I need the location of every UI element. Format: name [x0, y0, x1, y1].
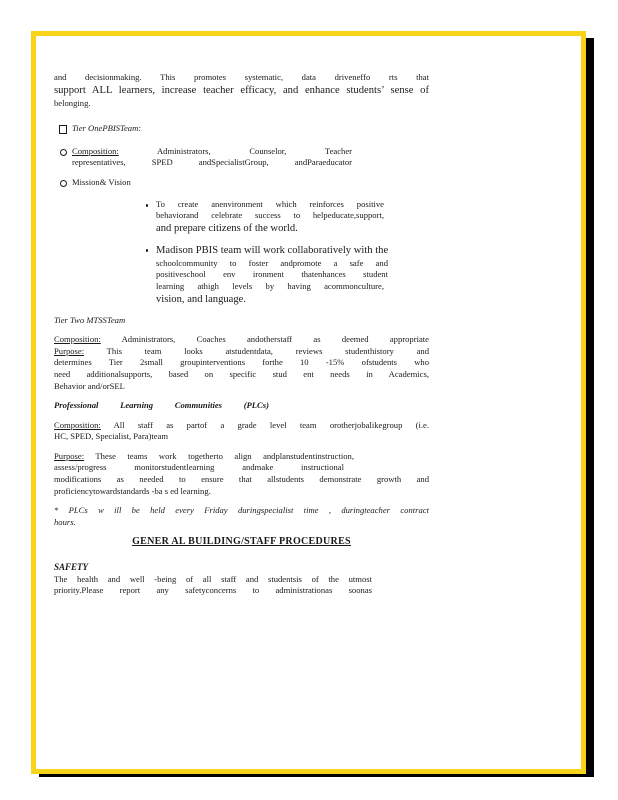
tier-one-heading: Tier OnePBISTeam: [72, 123, 142, 134]
safety-heading: SAFETY [54, 562, 89, 573]
dot-bullet-icon [138, 244, 156, 256]
plc-composition-label: Composition: [54, 419, 101, 430]
mission-bullet-1: To create anenvironment which reinforces positive behaviorand celebrate success to helpeducate,support, and prepare citizens of the world. [138, 199, 429, 236]
plc-note: * PLCs w ill be held every Friday duringspecialist time , duringteacher contract [54, 505, 429, 516]
tier-one-heading-row [54, 123, 429, 138]
intro-line-2: support ALL learners, increase teacher efficacy, and enhance students’ sense of [54, 84, 429, 96]
tier-one-mission [54, 177, 429, 191]
tier-two-composition-label: Composition: [54, 334, 101, 345]
tier-two-purpose-label: Purpose: [54, 345, 85, 356]
dot-bullet-icon [138, 199, 156, 211]
document-page [31, 31, 586, 774]
plc-purpose-label: Purpose: [54, 450, 85, 461]
safety-line-2: priority.Please report any safetyconcerns to administrationas soonas [54, 585, 372, 596]
circle-bullet-icon [54, 146, 72, 160]
mission-label: Mission& Vision [72, 176, 131, 187]
square-bullet-icon [54, 123, 72, 138]
intro-line-3: belonging. [54, 97, 91, 108]
plc-heading: Professional Learning Communities (PLCs) [54, 400, 269, 411]
composition-label: Composition: [72, 145, 119, 156]
circle-bullet-icon [54, 177, 72, 191]
mission-bullet-2: Madison PBIS team will work collaboratively with the schoolcommunity to foster andpromote a safe and positiveschool env ironment thatenhances student learning athigh levels by having acommonculture, vision, and language. [138, 244, 429, 307]
tier-one-composition [54, 146, 429, 169]
composition-text: Administrators, Counselor, Teacher [118, 145, 352, 156]
tier-two-heading: Tier Two MTSSTeam [54, 314, 126, 325]
intro-line-1: and decisionmaking. This promotes systematic, data driveneffo rts that [54, 72, 429, 82]
composition-text-2: representatives, SPED andSpecialistGroup, andParaeducator [72, 157, 352, 168]
procedures-title: GENER AL BUILDING/STAFF PROCEDURES [132, 536, 351, 548]
tier-two-composition-text: Administrators, Coaches andotherstaff as deemed appropriate [100, 334, 429, 345]
document-body: and decisionmaking. This promotes systematic, data driveneffo rts that support ALL learners, increase teacher efficacy, and enhance students’ sense of belonging. Tier OnePBISTeam: Composition: Administrators, Counselor, Teacher representatives, SPED andSpecialistGroup, andParaeducator Mission& Vision To create anenvironment which reinforces positive behaviorand celebrate success to helpeducate,support, and prepare citizens of the world. Madison PBIS team will work collaboratively with the schoolcommunity to foster andpromote a safe and positiveschool env ironment thatenhances student learning athigh levels by having acommonculture, vision, and language. Tier Two MTSSTeam Composition: Administrators, Coaches andotherstaff as deemed appropriate Purpose: This team looks atstudentdata, reviews studenthistory and determines Tier 2small groupinterventions forthe 10 -15% ofstudents who need additionalsupports, based on specific stud ent needs in Academics, Behavior and/orSEL Professional Learning Communities (PLCs) Composition: All staff as partof a grade level team orotherjobalikegroup (i.e. HC, SPED, Specialist, Para)team Purpose: These teams work togetherto align andplanstudentinstruction, assess/progress monitorstudentlearning andmake instructional modifications as needed to ensure that allstudents demonstrate growth and proficiencytowardstandards -ba s ed learning. * PLCs w ill be held every Friday duringspecialist time , duringteacher contract hours. GENER AL BUILDING/STAFF PROCEDURES SAFETY The health and well -being of all staff and studentsis of the utmost priority.Please report any safetyconcerns to administrationas soonas [54, 72, 429, 596]
safety-line-1: The health and well -being of all staff and studentsis of the utmost [54, 573, 372, 584]
